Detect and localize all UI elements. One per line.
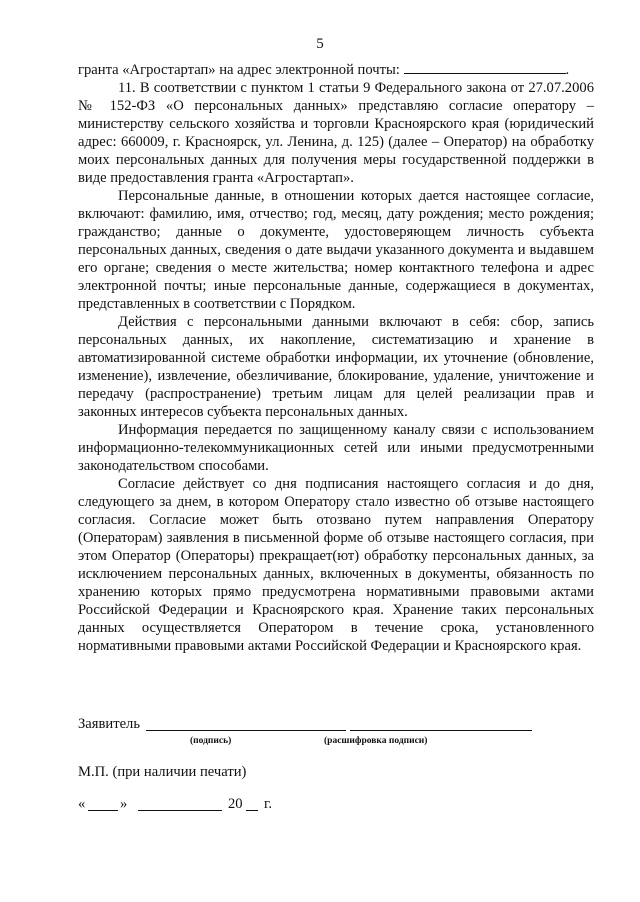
document-body [78, 60, 594, 655]
intro-end: . [565, 62, 570, 78]
intro-line [78, 60, 594, 79]
signature-line [146, 730, 346, 731]
paragraph-validity: Согласие действует со дня подписания настоящего согласия и до дня, следующего за днем, в котором Оператору стало известно об отзыве настоящего согласия. Согласие может быть отозвано путем направления Оператору (Операторам) заявления в письменной форме об отзыве настоящего согласия, при этом Оператор (Операторы) прекращает(ют) обработку персональных данных, за исключением персональных данных, включенных в документы, обязанность по хранению которых прямо предусмотрена нормативными правовыми актами Российской Федерации и Красноярского края. Хранение таких персональных данных осуществляется Оператором в течение срока, установленного нормативными правовыми актами Российской Федерации и Красноярского края. [78, 476, 594, 654]
paragraph-personal-data: Персональные данные, в отношении которых дается настоящее согласие, включают: фамилию, имя, отчество; год, месяц, дату рождения; место рождения; гражданство; данные о документе, удостоверяющем личность субъекта персональных данных, сведения о дате выдачи указанного документа и выдавшем его органе; сведения о месте жительства; номер контактного телефона и адрес электронной почты; иные персональные данные, содержащиеся в документах, представленных в соответствии с Порядком. [78, 188, 594, 312]
stamp-note: М.П. (при наличии печати) [78, 764, 247, 780]
date-line [78, 796, 378, 818]
intro-text: гранта «Агростартап» на адрес электронной почты: [78, 62, 400, 78]
signature-decoding-line [350, 730, 532, 731]
date-open-quote: « [78, 796, 86, 812]
year-suffix: г. [264, 796, 272, 812]
date-close-quote: » [120, 796, 128, 812]
page-number: 5 [316, 36, 324, 52]
email-blank-line [404, 60, 566, 74]
year-prefix: 20 [228, 796, 243, 812]
paragraph-consent: 11. В соответствии с пунктом 1 статьи 9 Федерального закона от 27.07.2006 № 152-ФЗ «О персональных данных» представляю согласие оператору – министерству сельского хозяйства и торговли Красноярского края (юридический адрес: 660009, г. Красноярск, ул. Ленина, д. 125) (далее – Оператор) на обработку моих персональных данных для получения меры государственной поддержки в виде предоставления гранта «Агростартап». [78, 80, 594, 186]
paragraph-actions: Действия с персональными данными включают в себя: сбор, запись персональных данных, их накопление, систематизацию и хранение в автоматизированной системе обработки информации, их уточнение (обновление, изменение), извлечение, обезличивание, блокирование, удаление, уничтожение и передачу (распространение) третьим лицам для целей реализации прав и законных интересов субъекта персональных данных. [78, 314, 594, 420]
paragraph-transfer: Информация передается по защищенному каналу связи с использованием информационно-телекоммуникационных сетей или иными предусмотренными законодательством способами. [78, 422, 594, 474]
year-blank-line [246, 810, 258, 811]
day-blank-line [88, 810, 118, 811]
signature-caption: (подпись) [190, 736, 232, 746]
decoding-caption: (расшифровка подписи) [324, 736, 428, 746]
applicant-label: Заявитель [78, 716, 140, 732]
month-blank-line [138, 810, 222, 811]
